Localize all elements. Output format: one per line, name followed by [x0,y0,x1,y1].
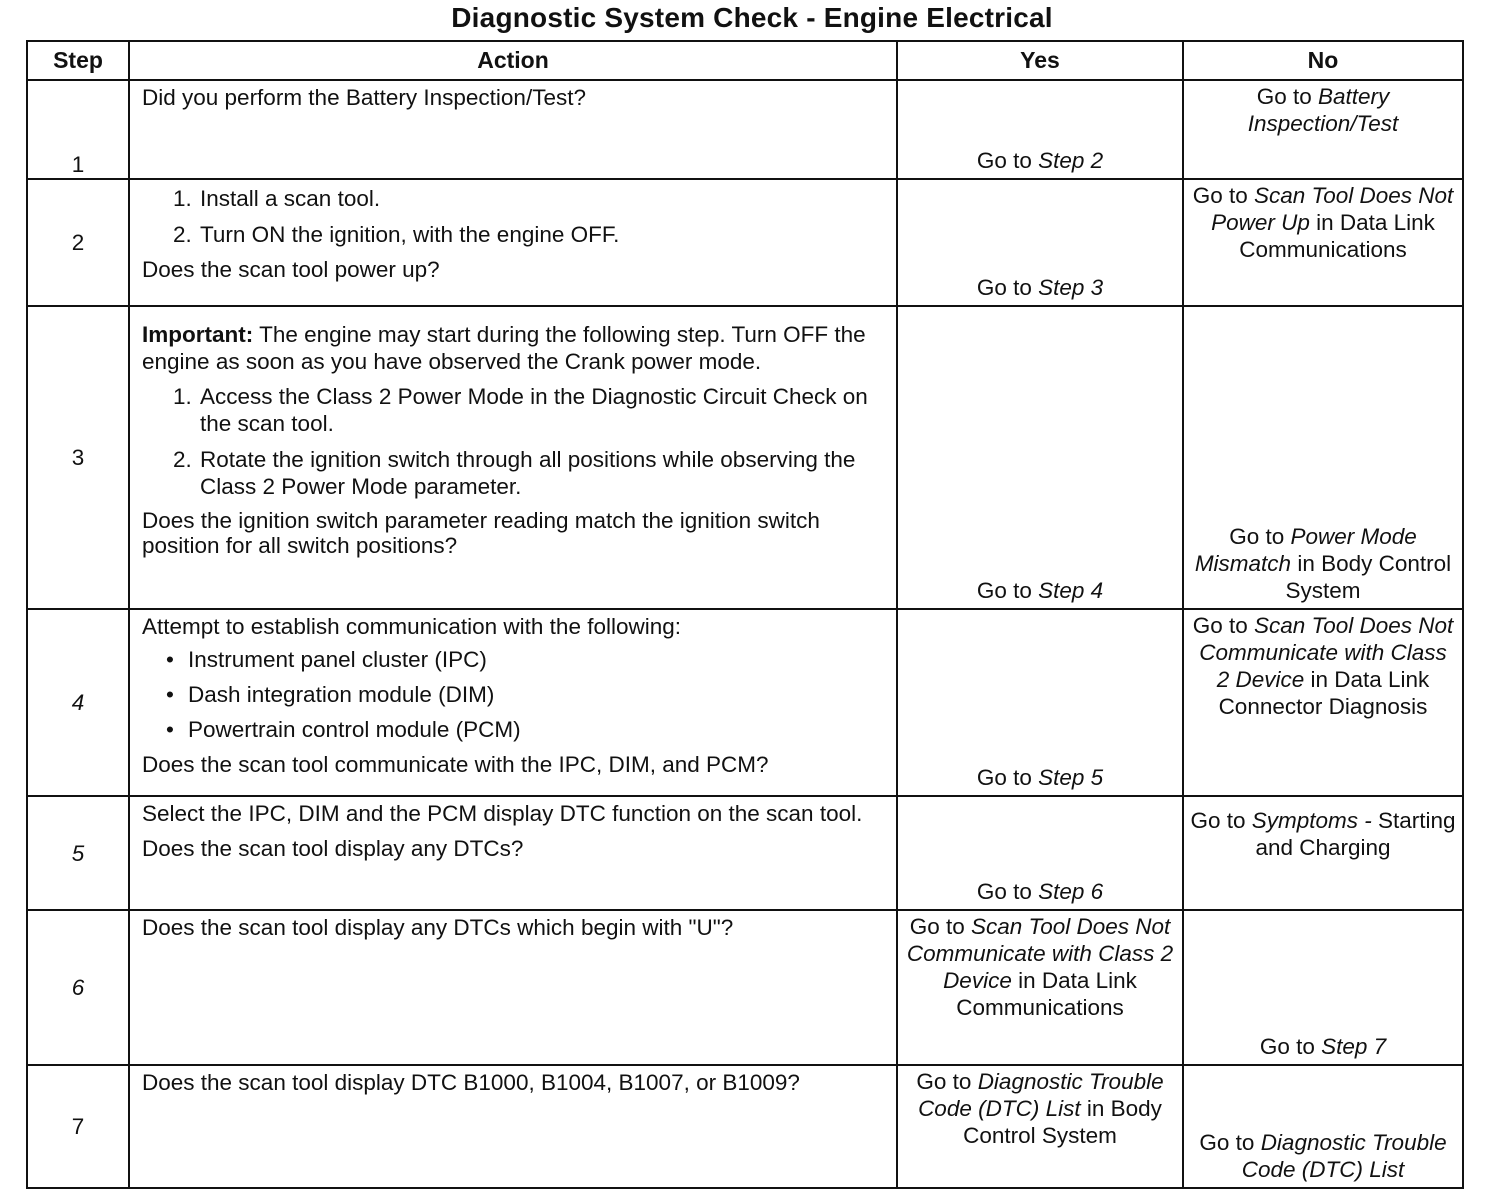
table-row [27,80,1463,179]
list-item: 1. Install a scan tool. [198,185,886,212]
action-cell [129,306,897,609]
no-cell [1183,609,1463,796]
no-link[interactable]: Symptoms - [1251,808,1372,833]
yes-link[interactable]: Step 2 [1038,148,1104,173]
step-number: 6 [27,910,129,1065]
action-cell [129,80,897,179]
yes-cell [897,609,1183,796]
table-row [27,609,1463,796]
yes-link[interactable]: Step 3 [1038,275,1104,300]
step-number: 5 [27,796,129,910]
yes-cell [897,796,1183,910]
important-label: Important: [142,322,254,347]
header-action: Action [129,41,897,80]
no-cell [1183,910,1463,1065]
important-text: The engine may start during the following step. Turn OFF the engine as soon as you have observed the Crank power mode. [142,322,866,374]
bullet-icon: • [166,717,174,742]
go-to-text: Go to [1190,808,1252,833]
step-number: 4 [27,609,129,796]
table-row [27,179,1463,306]
intro-text: Select the IPC, DIM and the PCM display DTC function on the scan tool. [142,801,863,826]
no-suffix: in Data Link Connector Diagnosis [1218,667,1430,719]
page-title: Diagnostic System Check - Engine Electrical [451,2,1053,33]
action-cell [129,609,897,796]
no-suffix: Starting and Charging [1255,808,1456,860]
no-suffix: in Data Link Communications [1239,210,1435,262]
yes-cell [897,1065,1183,1188]
bullet-text: Powertrain control module (PCM) [188,717,521,742]
header-row [27,41,1463,80]
bullet-text: Instrument panel cluster (IPC) [188,647,487,672]
table-row [27,796,1463,910]
question-text: Did you perform the Battery Inspection/Test? [142,85,586,110]
question-text: Does the scan tool power up? [142,257,440,282]
action-cell [129,1065,897,1188]
yes-cell [897,910,1183,1065]
step-number: 3 [27,306,129,609]
yes-cell [897,179,1183,306]
no-cell [1183,80,1463,179]
bullet-icon: • [166,682,174,707]
question-text: Does the scan tool communicate with the IPC, DIM, and PCM? [142,752,769,777]
bullet-icon: • [166,647,174,672]
no-cell [1183,306,1463,609]
no-suffix: in Body Control System [1285,551,1452,603]
yes-link[interactable]: Diagnostic Trouble Code (DTC) List [918,1069,1164,1121]
go-to-text: Go to [1256,84,1318,109]
question-text: Does the scan tool display any DTCs which begin with "U"? [142,915,734,940]
go-to-text: Go to [1229,524,1291,549]
go-to-text: Go to [976,275,1039,300]
yes-link[interactable]: Step 5 [1038,765,1104,790]
list-item: 2. Turn ON the ignition, with the engine OFF. [198,221,886,248]
intro-text: Attempt to establish communication with the following: [142,614,682,639]
list-item: 1. Access the Class 2 Power Mode in the Diagnostic Circuit Check on the scan tool. [198,383,886,437]
no-link[interactable]: Battery Inspection/Test [1247,84,1399,136]
question-text: Does the ignition switch parameter reading match the ignition switch position for all switch positions? [142,508,820,558]
important-note [142,321,886,375]
go-to-text: Go to [1192,613,1254,638]
numbered-list [142,185,886,248]
no-link[interactable]: Scan Tool Does Not Communicate with Class 2 Device [1199,613,1454,692]
go-to-text: Go to [976,148,1039,173]
action-cell [129,179,897,306]
go-to-text: Go to [976,578,1039,603]
yes-link[interactable]: Scan Tool Does Not Communicate with Class 2 Device [906,914,1174,993]
table-row [27,306,1463,609]
list-item [166,716,886,743]
diagnostic-table [26,40,1464,1189]
go-to-text: Go to [976,765,1039,790]
yes-link[interactable]: Step 6 [1038,879,1104,904]
list-item [166,681,886,708]
question-text: Does the scan tool display any DTCs? [142,836,524,861]
no-link[interactable]: Step 7 [1321,1034,1387,1059]
bullet-list [142,646,886,743]
list-item [166,646,886,673]
action-cell [129,796,897,910]
yes-cell [897,80,1183,179]
no-cell [1183,179,1463,306]
table-row [27,1065,1463,1188]
yes-suffix: in Data Link Communications [956,968,1137,1020]
numbered-list [142,383,886,500]
no-link[interactable]: Diagnostic Trouble Code (DTC) List [1241,1130,1447,1182]
step-number: 7 [27,1065,129,1188]
go-to-text: Go to [1259,1034,1322,1059]
question-text: Does the scan tool display DTC B1000, B1004, B1007, or B1009? [142,1070,800,1095]
header-yes: Yes [897,41,1183,80]
no-cell [1183,1065,1463,1188]
step-number: 2 [27,179,129,306]
no-link[interactable]: Power Mode Mismatch [1194,524,1417,576]
go-to-text: Go to [1199,1130,1261,1155]
no-cell [1183,796,1463,910]
bullet-text: Dash integration module (DIM) [188,682,495,707]
yes-cell [897,306,1183,609]
header-no: No [1183,41,1463,80]
go-to-text: Go to [916,1069,978,1094]
go-to-text: Go to [976,879,1039,904]
go-to-text: Go to [909,914,971,939]
go-to-text: Go to [1192,183,1254,208]
no-link[interactable]: Scan Tool Does Not Power Up [1211,183,1454,235]
step-number: 1 [27,80,129,179]
yes-suffix: in Body Control System [963,1096,1162,1148]
yes-link[interactable]: Step 4 [1038,578,1104,603]
list-item: 2. Rotate the ignition switch through all positions while observing the Class 2 Power Mode parameter. [198,446,886,500]
header-step: Step [27,41,129,80]
action-cell [129,910,897,1065]
table-row [27,910,1463,1065]
